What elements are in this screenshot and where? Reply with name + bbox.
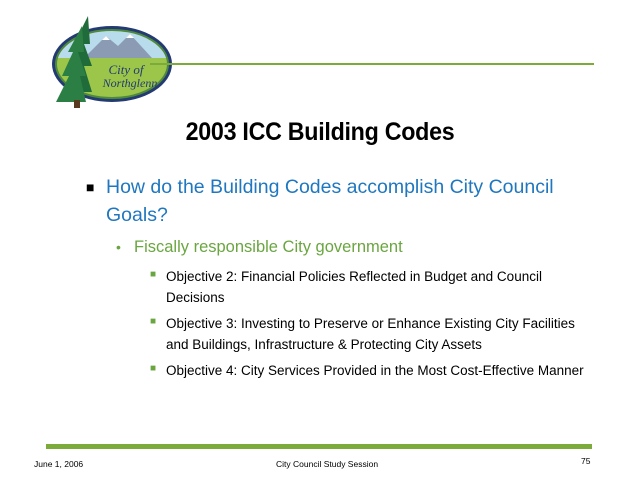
square-bullet-icon: ■	[86, 179, 95, 195]
square-bullet-icon: ■	[150, 269, 157, 280]
page-number: 75	[581, 456, 591, 466]
dot-bullet-icon: •	[116, 239, 121, 255]
objective-text: Objective 4: City Services Provided in the Most Cost-Effective Manner	[166, 363, 584, 378]
footer-title: City Council Study Session	[276, 459, 379, 469]
slide-title: 2003 ICC Building Codes	[185, 118, 455, 146]
bullet-level2-text: Fiscally responsible City government	[134, 238, 403, 256]
footer-rule	[46, 444, 592, 449]
city-logo	[44, 14, 174, 110]
objective-item	[150, 360, 590, 381]
objective-text: Objective 2: Financial Policies Reflected in Budget and Council Decisions	[166, 269, 542, 305]
objective-text: Objective 3: Investing to Preserve or Enhance Existing City Facilities and Buildings, Infrastructure & Protecting City Assets	[166, 316, 575, 352]
header-rule	[150, 63, 594, 65]
footer-date: June 1, 2006	[34, 459, 84, 469]
logo-text-line2: Northglenn	[102, 76, 158, 90]
bullet-level1	[86, 173, 586, 229]
bullet-level1-text: How do the Building Codes accomplish City Council Goals?	[106, 176, 554, 226]
objective-item	[150, 313, 590, 355]
logo-text-line1: City of	[108, 62, 144, 77]
square-bullet-icon: ■	[150, 363, 157, 374]
objective-item	[150, 266, 590, 308]
bullet-level2	[116, 236, 586, 258]
square-bullet-icon: ■	[150, 316, 157, 327]
